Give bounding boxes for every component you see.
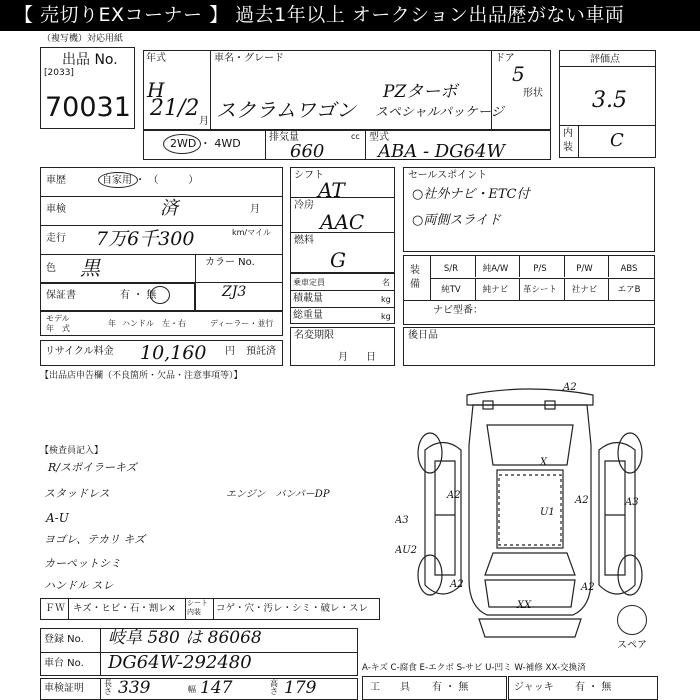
year-value: 21/2 — [150, 96, 200, 121]
warranty-circle — [150, 286, 170, 304]
year-unit: 月 — [199, 116, 209, 127]
seller-note: 【出品店申告欄（不良箇所・欠品・注意事項等）】 — [40, 371, 243, 381]
equipment-cell: 革シート — [522, 285, 557, 295]
interior-value: C — [610, 130, 624, 151]
mark-u1-roof: U1 — [540, 507, 555, 518]
interior-label-1: 内 — [563, 128, 573, 139]
spare-tire-icon — [617, 605, 647, 635]
fw-options: キズ・ヒビ・石・割レ× — [73, 603, 176, 614]
recycle-unit: 円 — [225, 346, 235, 357]
door-value: 5 — [512, 62, 525, 86]
grade-1: PZターボ — [383, 82, 458, 102]
type-label: 型式 — [369, 132, 389, 143]
equipment-cell: 純A/W — [482, 264, 509, 274]
drive-options: 2WD ・ 4WD — [170, 137, 241, 150]
model-label-2: 年 式 — [46, 324, 70, 333]
ac-value: AAC — [320, 210, 365, 234]
displacement-value: 660 — [290, 141, 325, 162]
inspector-label: 【検査員記入】 — [40, 446, 104, 456]
equipment-cell: 社ナビ — [571, 285, 598, 295]
displacement-label: 排気量 — [269, 132, 299, 143]
mark-a3-left: A3 — [395, 515, 409, 526]
type-value: ABA - DG64W — [378, 141, 505, 162]
tools-label: 工 具 — [370, 682, 410, 693]
fuel-label: 燃料 — [294, 235, 314, 246]
dealer-options: ディーラー・並行 — [210, 319, 274, 328]
recycle-label: リサイクル料金 — [45, 346, 114, 357]
model-year-unit: 年 — [108, 319, 116, 328]
mark-a2-right: A2 — [575, 495, 589, 506]
shape-label: 形状 — [523, 88, 543, 99]
name-label: 車名・グレード — [214, 53, 284, 64]
color-label: 色 — [46, 263, 56, 274]
equipment-cell: エアB — [617, 285, 641, 295]
jack-value: 有 ・ 無 — [575, 682, 612, 693]
equipment-label: 装備 — [410, 265, 420, 290]
displacement-unit: cc — [351, 132, 360, 141]
score-value: 3.5 — [592, 88, 627, 113]
cert-len-label: 長さ — [104, 679, 112, 696]
equipment-cell: 純ナビ — [482, 285, 509, 295]
riders-unit: 名 — [382, 278, 390, 287]
colorno-value: ZJ3 — [222, 284, 247, 300]
shaken-value: 済 — [160, 198, 178, 219]
lot-number: 70031 — [45, 92, 131, 123]
sales-point-1: ○社外ナビ・ETC付 — [412, 187, 530, 202]
damage-legend: A-キズ C-腐食 E-エクボ S-サビ U-凹ミ W-補修 XX-交換済 — [362, 663, 586, 673]
interior-label-2: 装 — [563, 142, 573, 153]
cert-height-label: 高さ — [270, 679, 278, 696]
gross-label: 総重量 — [293, 310, 323, 321]
vin-value: DG64W-292480 — [108, 652, 252, 673]
seat-label: シート 内装 — [187, 599, 208, 616]
warranty-value: 有 ・ 無 — [120, 290, 157, 301]
cert-width-value: 147 — [200, 678, 233, 698]
warranty-label: 保証書 — [46, 290, 76, 301]
colorno-label: カラー No. — [205, 257, 255, 268]
mark-au2-left: AU2 — [395, 545, 418, 556]
sales-point-2: ○両側スライド — [412, 213, 501, 228]
inspector-side-note: エンジン バンパーDP — [226, 489, 330, 500]
after-label: 後日品 — [408, 330, 438, 341]
inspector-line-1: R/スポイラーキズ — [48, 461, 137, 474]
color-value: 黒 — [80, 256, 100, 280]
equipment-cell: ABS — [620, 264, 638, 274]
mileage-label: 走行 — [46, 233, 66, 244]
cert-width-label: 幅 — [188, 685, 196, 694]
equipment-cell: P/S — [533, 264, 547, 274]
year-era: H — [147, 78, 165, 102]
inspector-line-5: カーペットシミ — [44, 557, 121, 570]
handle-options: ハンドル 左・右 — [122, 319, 186, 328]
equipment-cell: S/R — [443, 264, 459, 274]
score-label: 評価点 — [590, 54, 620, 65]
year-label: 年式 — [146, 53, 166, 64]
recycle-value: 10,160 — [140, 342, 207, 364]
reki-circle — [98, 172, 138, 188]
name-change-unit: 月日 — [338, 352, 394, 363]
mark-a2-front: A2 — [450, 579, 464, 590]
title-banner: 【 売切りEXコーナー 】 過去1年以上 オークション出品歴がない車両 — [0, 0, 700, 31]
mark-a2-left: A2 — [447, 490, 461, 501]
lot-label: 出品 No. — [62, 52, 118, 68]
inspector-line-3: A-U — [46, 511, 69, 525]
lot-small: [2033] — [44, 68, 74, 78]
reki-label: 車歴 — [46, 175, 66, 186]
ac-label: 冷房 — [294, 200, 314, 211]
equipment-cell: 純TV — [441, 285, 461, 295]
cert-height-value: 179 — [284, 678, 317, 698]
grade-2: スペシャルパッケージ — [375, 105, 504, 120]
riders-label: 乗車定員 — [293, 278, 325, 287]
multi-copy-note: （複写機）対応用紙 — [42, 34, 124, 44]
spare-label: スペア — [617, 640, 647, 651]
model-label-1: モデル — [46, 314, 70, 323]
shift-label: シフト — [294, 170, 324, 181]
gross-unit: kg — [381, 312, 391, 321]
load-label: 積載量 — [293, 293, 323, 304]
mileage-value: 7万6千300 — [96, 228, 195, 250]
load-unit: kg — [381, 295, 391, 304]
seat-options: コゲ・穴・汚レ・シミ・破レ・スレ — [216, 603, 369, 614]
equipment-cell: P/W — [576, 264, 593, 274]
name-change-label: 名変期限 — [294, 330, 334, 341]
mark-xx-bumper: XX — [517, 600, 532, 611]
recycle-status: 預託済 — [246, 346, 276, 357]
mark-a2-top: A2 — [563, 382, 577, 393]
cert-len-value: 339 — [118, 678, 151, 698]
car-model: スクラムワゴン — [216, 98, 356, 122]
inspector-line-2: スタッドレス — [44, 487, 110, 500]
mark-a2-hood: A2 — [581, 582, 595, 593]
navi-model-label: ナビ型番： — [433, 305, 483, 316]
fuel-value: G — [330, 248, 346, 272]
inspector-line-6: ハンドル スレ — [44, 579, 114, 592]
mark-a3-right: A3 — [625, 497, 639, 508]
mark-x-rear: X — [540, 457, 548, 468]
shaken-label: 車検 — [46, 204, 66, 215]
drive-circle — [163, 134, 201, 154]
tools-value: 有 ・ 無 — [432, 682, 469, 693]
reg-label: 登録 No. — [44, 634, 84, 645]
reg-value: 岐阜 580 は 86068 — [108, 628, 262, 648]
after-box — [403, 327, 655, 366]
reki-value: 自家用 ・ （ ） — [102, 175, 199, 186]
sales-label: セールスポイント — [408, 170, 488, 181]
fw-label: ＦＷ — [45, 603, 65, 614]
vin-label: 車台 No. — [44, 658, 84, 669]
inspector-line-4: ヨゴレ、テカリ キズ — [44, 533, 146, 546]
shaken-unit: 月 — [250, 204, 260, 215]
mileage-unit: km/マイル — [232, 228, 271, 237]
shift-value: AT — [318, 178, 345, 202]
door-label: ドア — [495, 53, 515, 64]
jack-label: ジャッキ — [514, 682, 554, 693]
cert-label: 車検証明 — [44, 683, 84, 694]
